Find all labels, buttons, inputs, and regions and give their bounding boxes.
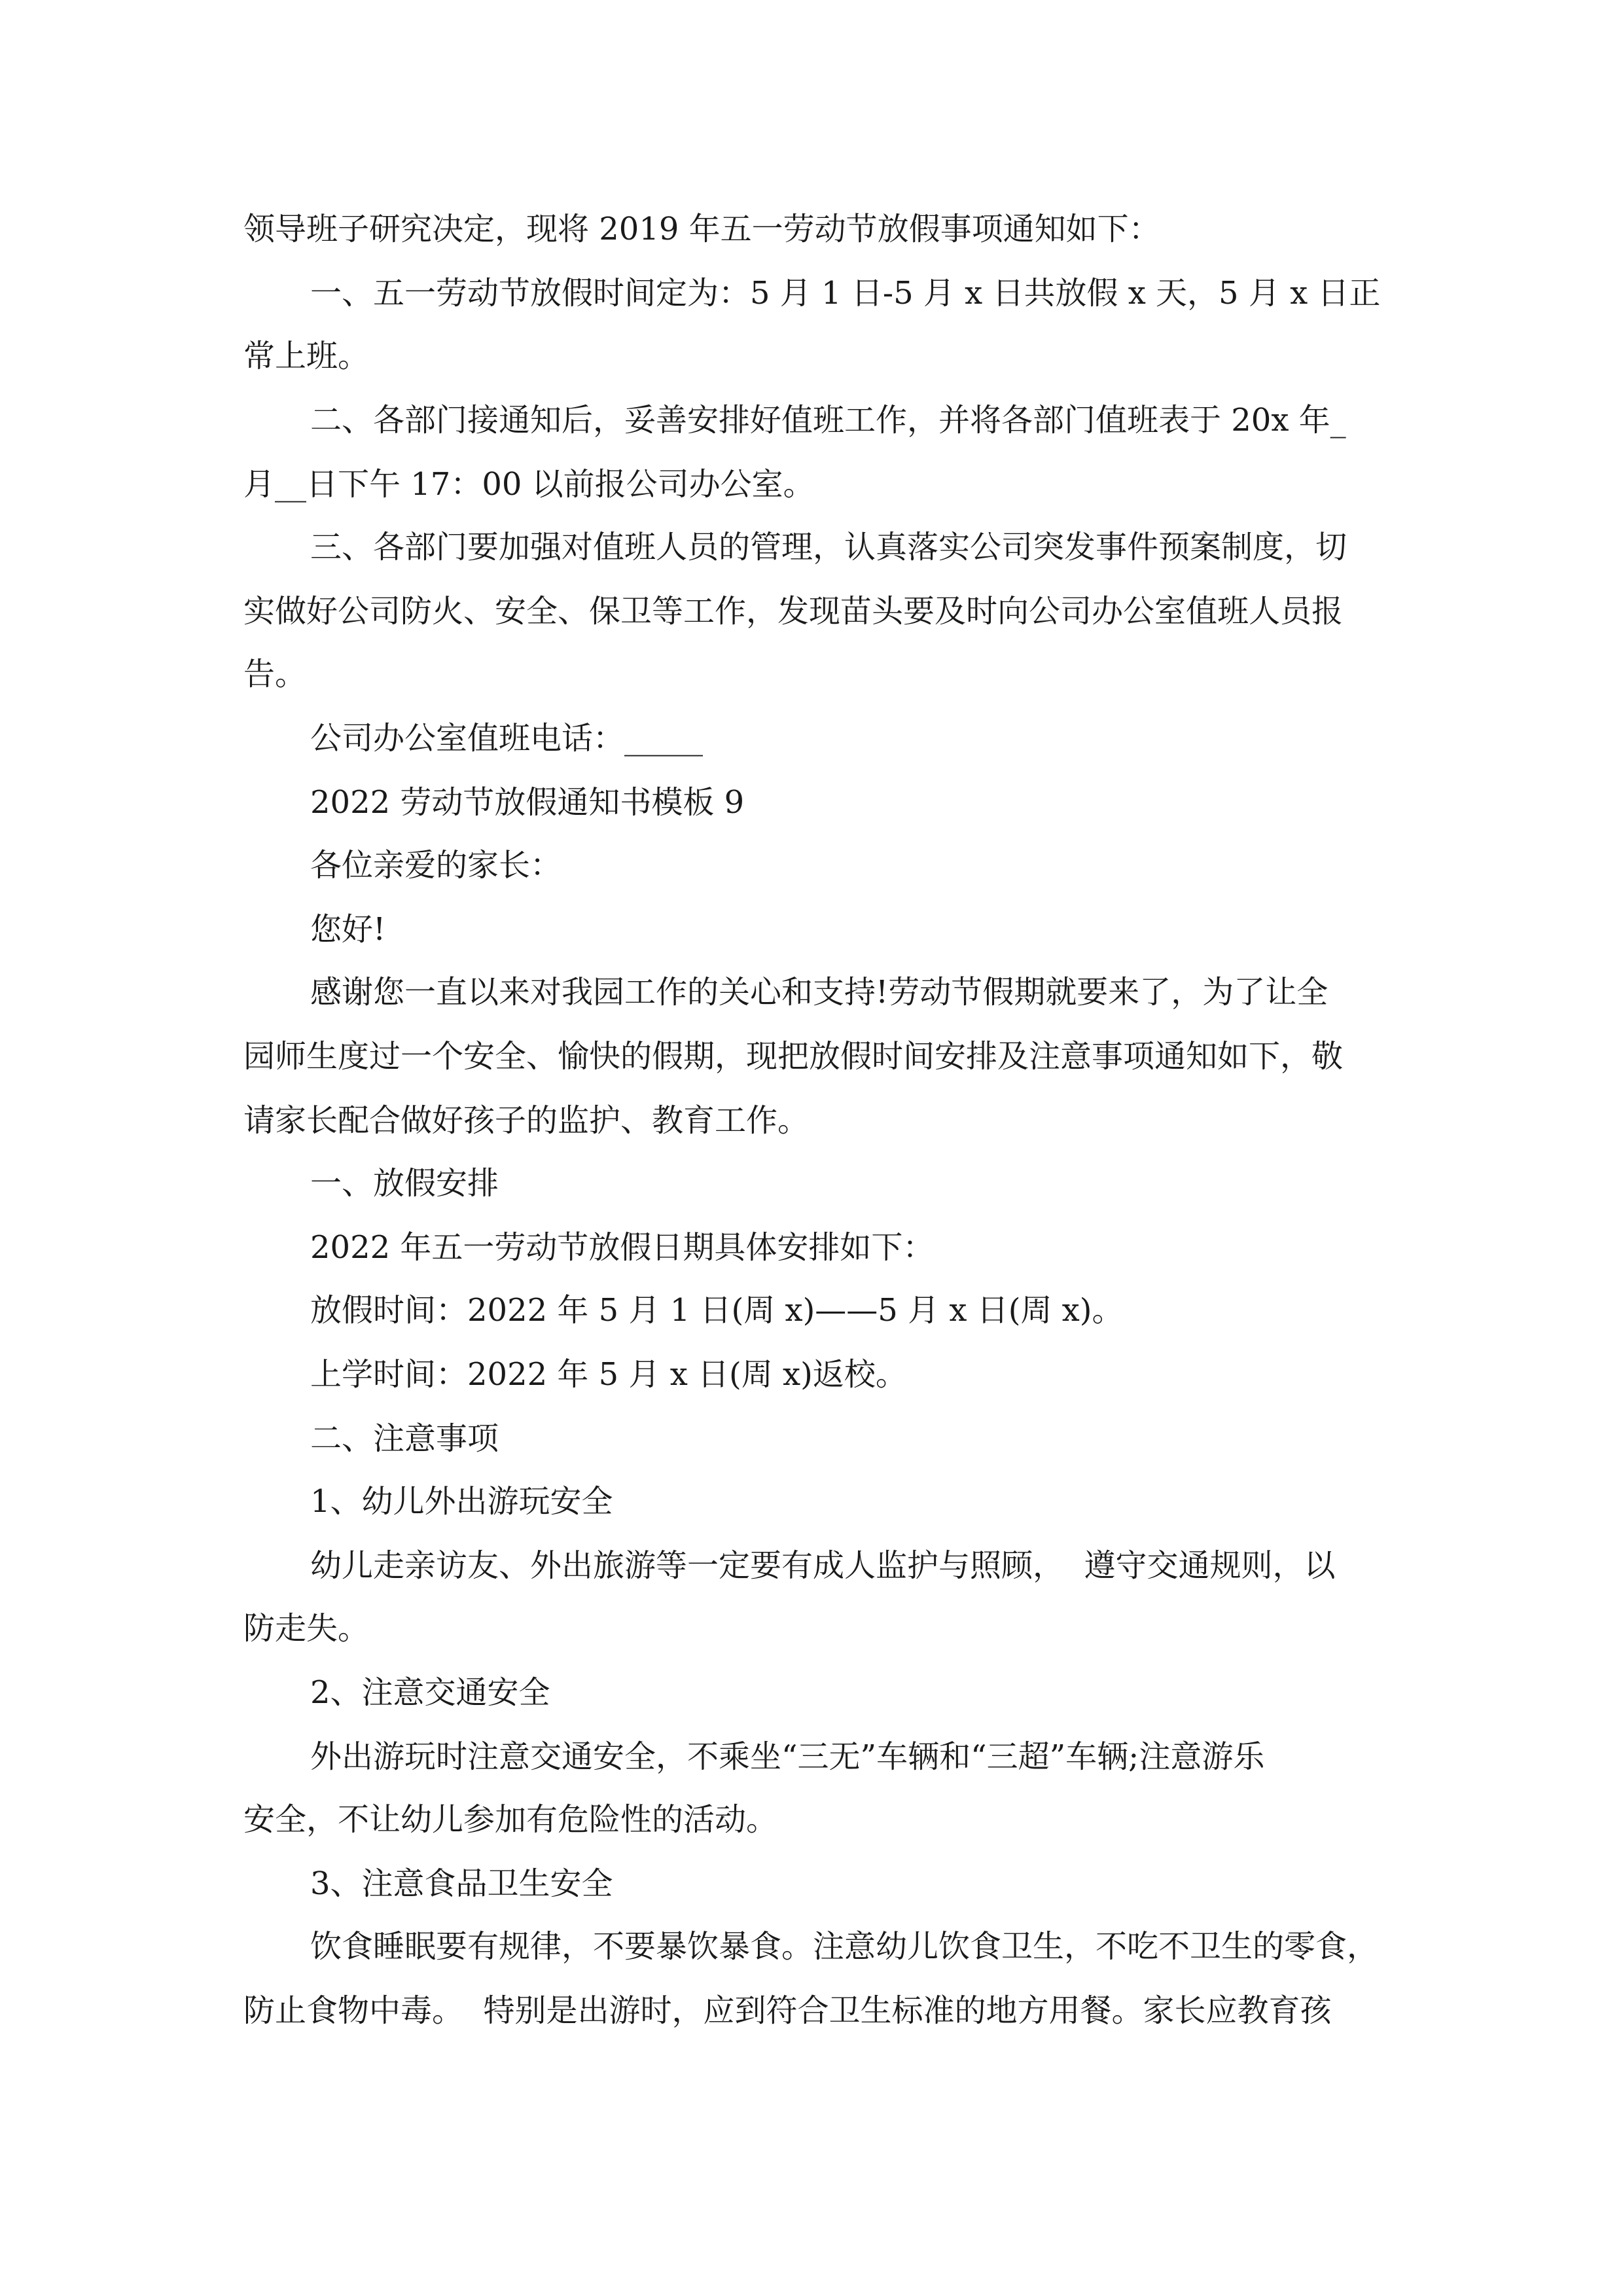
text-line: 2022 劳动节放假通知书模板 9 bbox=[310, 784, 745, 821]
text-line: 各位亲爱的家长： bbox=[310, 847, 562, 884]
text-line: 1、幼儿外出游玩安全 bbox=[310, 1483, 613, 1520]
text-line: 2、注意交通安全 bbox=[310, 1674, 550, 1711]
text-line: 上学时间：2022 年 5 月 x 日(周 x)返校。 bbox=[310, 1356, 907, 1393]
text-line: 幼儿走亲访友、外出旅游等一定要有成人监护与照顾， 遵守交通规则，以 bbox=[310, 1547, 1336, 1584]
text-line: 请家长配合做好孩子的监护、教育工作。 bbox=[243, 1102, 810, 1139]
text-line: 放假时间：2022 年 5 月 1 日(周 x)——5 月 x 日(周 x)。 bbox=[310, 1292, 1124, 1329]
text-line: 园师生度过一个安全、愉快的假期，现把放假时间安排及注意事项通知如下，敬 bbox=[243, 1038, 1344, 1075]
text-line: 防止食物中毒。 特别是出游时，应到符合卫生标准的地方用餐。家长应教育孩 bbox=[243, 1992, 1332, 2029]
text-line: 公司办公室值班电话：_____ bbox=[310, 720, 704, 757]
text-line: 常上班。 bbox=[243, 338, 370, 374]
text-line: 一、五一劳动节放假时间定为：5 月 1 日-5 月 x 日共放假 x 天，5 月 x 日正 bbox=[310, 275, 1381, 312]
text-line: 安全，不让幼儿参加有危险性的活动。 bbox=[243, 1801, 778, 1838]
text-line: 告。 bbox=[243, 656, 307, 692]
text-line: 防走失。 bbox=[243, 1610, 370, 1647]
text-line: 二、各部门接通知后，妥善安排好值班工作，并将各部门值班表于 20x 年_ bbox=[310, 402, 1346, 439]
text-line: 3、注意食品卫生安全 bbox=[310, 1865, 613, 1902]
text-line: 领导班子研究决定，现将 2019 年五一劳动节放假事项通知如下： bbox=[243, 211, 1160, 247]
text-line: 感谢您一直以来对我园工作的关心和支持!劳动节假期就要来了，为了让全 bbox=[310, 974, 1329, 1011]
text-line: 一、放假安排 bbox=[310, 1165, 499, 1202]
text-line: 月__日下午 17：00 以前报公司办公室。 bbox=[243, 466, 815, 503]
text-line: 实做好公司防火、安全、保卫等工作，发现苗头要及时向公司办公室值班人员报 bbox=[243, 593, 1344, 630]
text-line: 2022 年五一劳动节放假日期具体安排如下： bbox=[310, 1229, 935, 1266]
text-line: 外出游玩时注意交通安全，不乘坐“三无”车辆和“三超”车辆;注意游乐 bbox=[310, 1738, 1265, 1775]
text-line: 您好! bbox=[310, 911, 386, 948]
text-line: 三、各部门要加强对值班人员的管理，认真落实公司突发事件预案制度，切 bbox=[310, 529, 1347, 565]
text-line: 二、注意事项 bbox=[310, 1420, 499, 1457]
text-line: 饮食睡眠要有规律，不要暴饮暴食。注意幼儿饮食卫生，不吃不卫生的零食， bbox=[310, 1928, 1379, 1965]
